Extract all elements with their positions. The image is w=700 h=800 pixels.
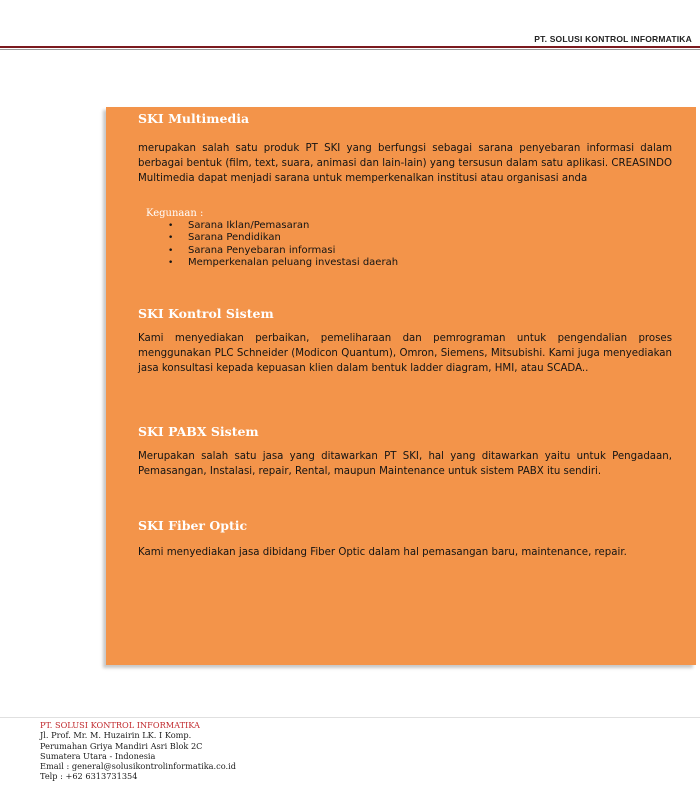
usage-label: Kegunaan :	[146, 208, 204, 219]
usage-list	[146, 220, 656, 269]
list-item: • Sarana Iklan/Pemasaran	[168, 220, 310, 231]
header-company-name: PT. SOLUSI KONTROL INFORMATIKA	[534, 34, 692, 44]
bullet-icon: •	[168, 233, 174, 244]
services-panel	[106, 107, 696, 665]
footer-email: Email : general@solusikontrolinformatika.co.id	[40, 761, 236, 772]
section-pabx-sistem	[138, 424, 672, 479]
footer-rule	[0, 717, 700, 718]
footer-address-line: Sumatera Utara - Indonesia	[40, 750, 156, 761]
usage-block	[146, 208, 656, 269]
footer-contact	[40, 720, 236, 782]
section-kontrol-sistem	[138, 306, 672, 377]
section-body: Kami menyediakan perbaikan, pemeliharaan dan pemrograman untuk pengendalian proses menggunakan PLC Schneider (Modicon Quantum), Omron, Siemens, Mitsubishi. Kami juga menyediakan jasa konsultasi kepada kepuasan klien dalam bentuk ladder diagram, HMI, atau SCADA..	[138, 333, 672, 375]
list-item: • Sarana Penyebaran informasi	[168, 244, 336, 256]
section-title: SKI Multimedia	[138, 111, 250, 126]
section-title: SKI Kontrol Sistem	[138, 306, 274, 321]
footer-company-name: PT. SOLUSI KONTROL INFORMATIKA	[40, 720, 200, 730]
footer-address-line: Jl. Prof. Mr. M. Huzairin LK. I Komp.	[40, 730, 192, 741]
section-body: Merupakan salah satu jasa yang ditawarkan PT SKI, hal yang ditawarkan yaitu untuk Pengadaan, Pemasangan, Instalasi, repair, Rental, maupun Maintenance untuk sistem PABX itu sendiri.	[138, 451, 672, 478]
footer-address-line: Perumahan Griya Mandiri Asri Blok 2C	[40, 740, 203, 751]
section-body: merupakan salah satu produk PT SKI yang berfungsi sebagai sarana penyebaran informasi dalam berbagai bentuk (film, text, suara, animasi dan lain-lain) yang tersusun dalam satu aplikasi. CREASINDO Multimedia dapat menjadi sarana untuk memperkenalkan institusi atau organisasi anda	[138, 143, 672, 185]
header-rule	[0, 46, 700, 48]
bullet-icon: •	[168, 221, 174, 231]
section-body: Kami menyediakan jasa dibidang Fiber Optic dalam hal pemasangan baru, maintenance, repair.	[138, 547, 627, 558]
section-multimedia	[138, 111, 672, 187]
list-item: • Sarana Pendidikan	[168, 232, 281, 244]
section-title: SKI Fiber Optic	[138, 518, 248, 533]
bullet-icon: •	[168, 245, 174, 256]
list-item: • Memperkenalan peluang investasi daerah	[168, 256, 399, 268]
bullet-icon: •	[168, 257, 174, 268]
header-rule-thin	[0, 49, 700, 50]
footer-phone: Telp : +62 6313731354	[40, 771, 138, 782]
section-fiber-optic	[138, 518, 672, 560]
section-title: SKI PABX Sistem	[138, 424, 259, 439]
